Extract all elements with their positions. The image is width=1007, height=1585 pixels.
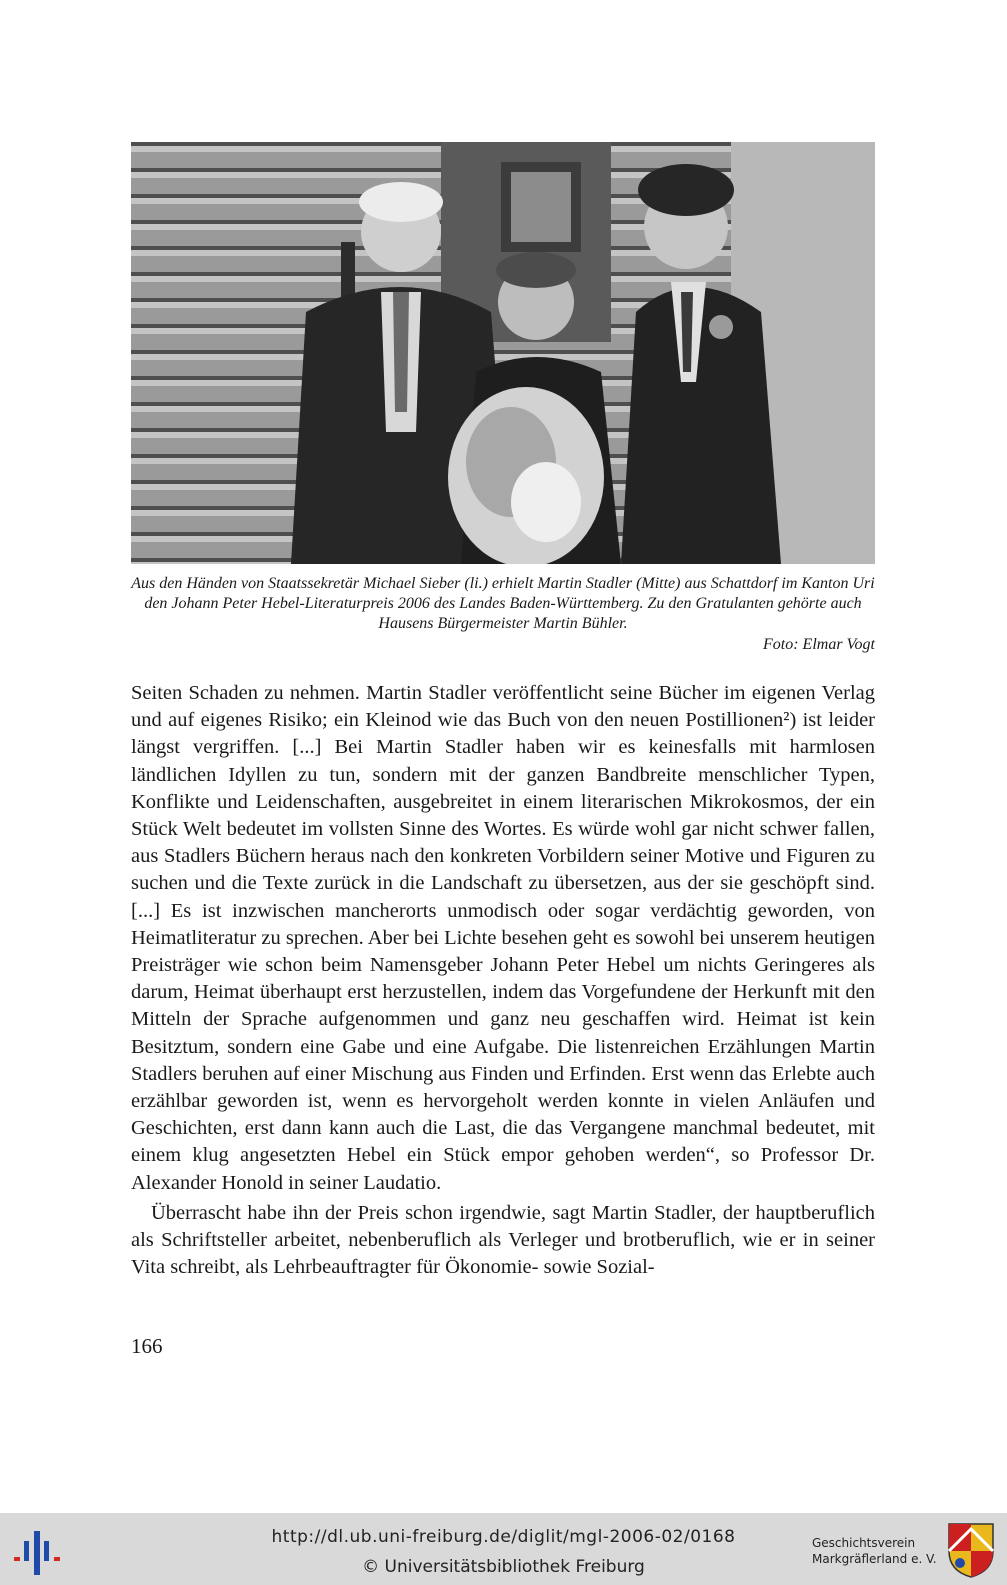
- article-body: [131, 680, 875, 1281]
- paragraph: Seiten Schaden zu nehmen. Martin Stadler veröffentlicht seine Bücher im eigenen Verlag und auf eigenes Risiko; ein Kleinod wie das Buch von den neuen Postillionen²) ist leider längst vergriffen. [...] Bei Martin Stadler haben wir es keinesfalls mit harmlosen ländlichen Idyllen zu tun, sondern mit der ganzen Bandbreite menschlicher Typen, Konflikte und Leidenschaften, ausgebreitet in einem literarischen Mikrokosmos, der ein Stück Welt bedeutet im vollsten Sinne des Wortes. Es würde wohl gar nicht schwer fallen, aus Stadlers Büchern heraus nach den konkreten Vorbildern seiner Motive und Figuren zu suchen und die Texte zurück in die Landschaft zu übersetzen, aus der sie geschöpft sind. [...] Es ist inzwischen mancherorts unmodisch oder sogar verdächtig geworden, von Heimatliteratur zu sprechen. Aber bei Lichte besehen geht es sowohl bei unserem heutigen Preisträger wie schon beim Namensgeber Johann Peter Hebel um nichts Geringeres als darum, Heimat überhaupt erst herzustellen, indem das Vorgefundene der Herkunft mit den Mitteln der Sprache aufgenommen und ganz neu geschaffen wird. Heimat ist kein Besitztum, sondern eine Gabe und eine Aufgabe. Die listenreichen Erzählungen Martin Stadlers beruhen auf einer Mischung aus Finden und Erfinden. Erst wenn das Erlebte auch erzählbar geworden ist, wenn es hervorgeholt werden konnte in vielen Anläufen und Geschichten, erst dann kann auch die Last, die das Vergangene manchmal bedeutet, mit einem klug angesetzten Hebel ein Stück empor gehoben werden“, so Professor Dr. Alexander Honold in seiner Laudatio.: [131, 682, 876, 1194]
- paragraph: Überrascht habe ihn der Preis schon irgendwie, sagt Martin Stadler, der hauptberuflich als Schriftsteller arbeitet, nebenberuflich als Verleger und brotberuflich, wie er in seiner Vita schreibt, als Lehrbeauftragter für Ökonomie- sowie Sozial-: [131, 1201, 875, 1279]
- coat-of-arms-icon: [946, 1521, 996, 1579]
- photo-caption: Aus den Händen von Staatssekretär Michael Sieber (li.) erhielt Martin Stadler (Mitte) aus Schattdorf im Kanton Uri den Johann Peter Hebel-Literaturpreis 2006 des Landes Baden-Württemberg. Zu den Gratulanten gehörte auch Hausens Bürgermeister Martin Bühler.: [131, 575, 875, 632]
- page-number: 166: [131, 1334, 163, 1358]
- society-name-line1: Geschichtsverein: [812, 1536, 916, 1550]
- society-name-line2: Markgräflerland e. V.: [812, 1552, 937, 1566]
- copyright-notice: © Universitätsbibliothek Freiburg: [362, 1557, 645, 1577]
- society-name: [812, 1535, 940, 1567]
- award-photo: [131, 142, 875, 564]
- viewer-footer: [0, 1513, 1007, 1585]
- photo-credit: Foto: Elmar Vogt: [763, 636, 875, 653]
- document-url[interactable]: http://dl.ub.uni-freiburg.de/diglit/mgl-2006-02/0168: [271, 1527, 736, 1547]
